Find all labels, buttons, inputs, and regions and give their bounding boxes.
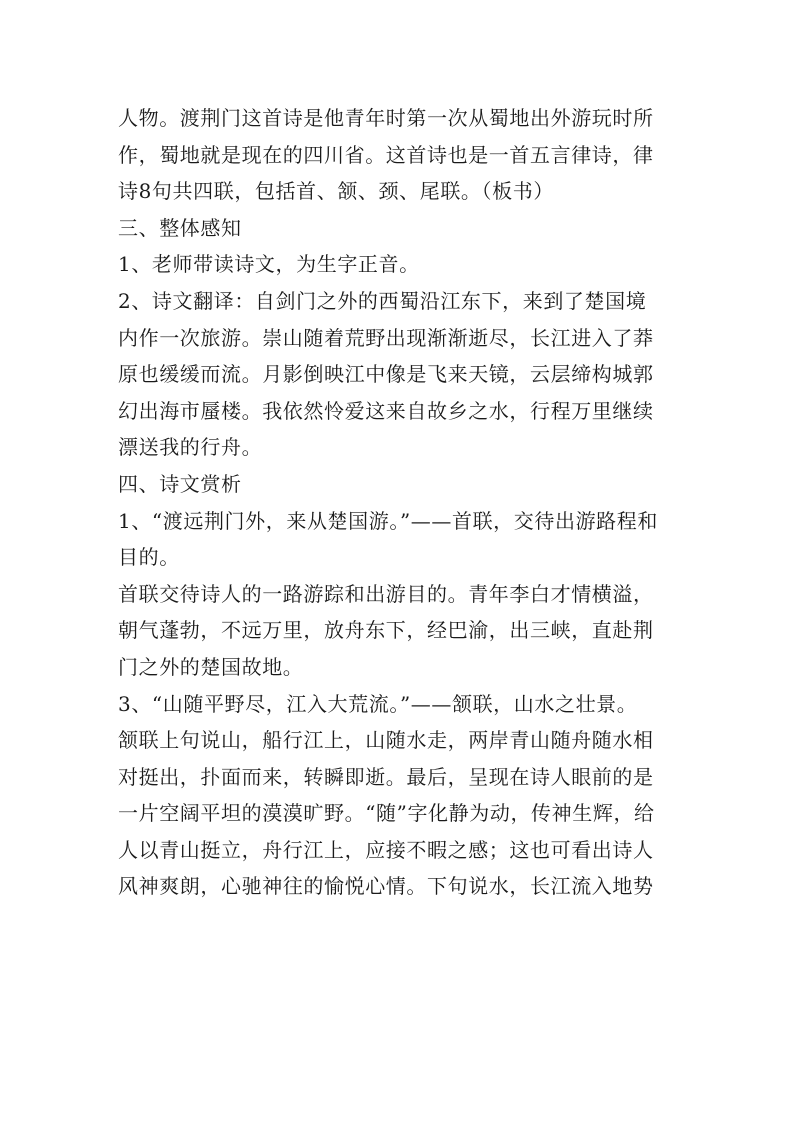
text-line: 内作一次旅游。崇山随着荒野出现渐渐逝尽，长江进入了莽 <box>118 325 654 350</box>
text-line: 1、“渡远荆门外，来从楚国游。”——首联，交待出游路程和 <box>118 508 658 533</box>
text-line: 幻出海市蜃楼。我依然怜爱这来自故乡之水，行程万里继续 <box>118 398 654 423</box>
text-line: 对挺出，扑面而来，转瞬即逝。最后，呈现在诗人眼前的是 <box>118 764 654 789</box>
text-line: 门之外的楚国故地。 <box>118 654 304 679</box>
text-line: 3、“山随平野尽，江入大荒流。”——颔联，山水之壮景。 <box>118 691 638 716</box>
text-line: 原也缓缓而流。月影倒映江中像是飞来天镜，云层缔构城郭 <box>118 362 654 387</box>
text-line: 目的。 <box>118 545 180 570</box>
text-line: 风神爽朗，心驰神往的愉悦心情。下句说水，长江流入地势 <box>118 874 654 899</box>
section-heading: 四、诗文赏析 <box>118 471 242 496</box>
document-body <box>118 100 678 905</box>
text-line: 诗8句共四联，包括首、颔、颈、尾联。（板书） <box>118 179 554 204</box>
text-line: 人物。渡荆门这首诗是他青年时第一次从蜀地出外游玩时所 <box>118 106 654 130</box>
text-line: 人以青山挺立，舟行江上，应接不暇之感；这也可看出诗人 <box>118 837 654 862</box>
section-heading: 三、整体感知 <box>118 215 242 240</box>
text-line: 作，蜀地就是现在的四川省。这首诗也是一首五言律诗，律 <box>118 142 654 167</box>
text-line: 一片空阔平坦的漠漠旷野。“随”字化静为动，传神生辉，给 <box>118 801 655 826</box>
text-line: 漂送我的行舟。 <box>118 435 263 460</box>
text-line: 2、诗文翻译：自剑门之外的西蜀沿江东下，来到了楚国境 <box>118 288 647 313</box>
text-line: 首联交待诗人的一路游踪和出游目的。青年李白才情横溢， <box>118 581 654 606</box>
text-line: 颔联上句说山，船行江上，山随水走，两岸青山随舟随水相 <box>118 728 654 753</box>
text-line: 朝气蓬勃，不远万里，放舟东下，经巴渝，出三峡，直赴荆 <box>118 618 654 643</box>
text-line: 1、老师带读诗文，为生字正音。 <box>118 252 420 277</box>
